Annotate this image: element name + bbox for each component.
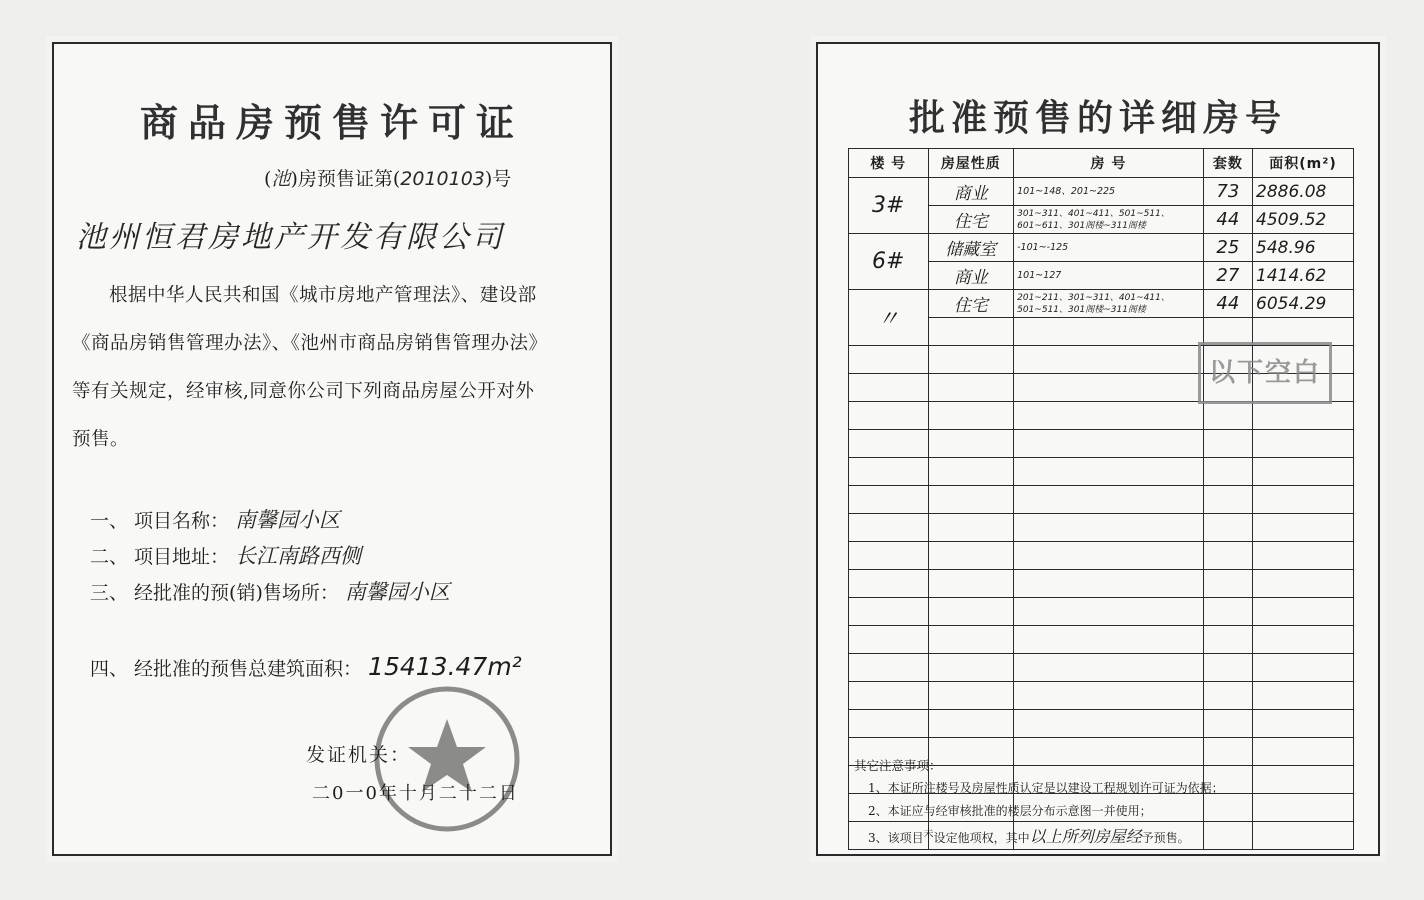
header-building: 楼 号 xyxy=(849,149,929,178)
notes-section xyxy=(854,754,1224,850)
table-row xyxy=(849,178,1354,206)
empty-row xyxy=(849,682,1354,710)
empty-row xyxy=(849,486,1354,514)
project-address-item: 二、 项目地址： 长江南路西侧 xyxy=(90,544,362,568)
empty-row xyxy=(849,458,1354,486)
type-cell: 商业 xyxy=(928,262,1014,290)
project-items xyxy=(90,502,450,610)
table-row xyxy=(849,234,1354,262)
paragraph-line: 《商品房销售管理办法》、《池州市商品房销售管理办法》 xyxy=(72,333,548,354)
room-detail-table xyxy=(848,148,1354,850)
table-header-row xyxy=(849,149,1354,178)
issuing-authority-label: 发证机关： xyxy=(306,744,412,766)
empty-row xyxy=(849,402,1354,430)
building-cell: 6# xyxy=(849,234,929,290)
count-cell: 44 xyxy=(1203,290,1252,318)
empty-row xyxy=(849,598,1354,626)
note-item: 3、该项目$^未$设定他项权，其中以上所列房屋经予预售。 xyxy=(868,827,1190,846)
empty-row xyxy=(849,542,1354,570)
building-cell: 3# xyxy=(849,178,929,234)
area-cell: 548.96 xyxy=(1253,234,1354,262)
empty-row xyxy=(849,430,1354,458)
empty-row xyxy=(849,654,1354,682)
table-row xyxy=(849,290,1354,318)
count-cell: 25 xyxy=(1203,234,1252,262)
count-cell: 44 xyxy=(1203,206,1252,234)
area-cell: 2886.08 xyxy=(1253,178,1354,206)
rooms-cell: 201~211、301~311、401~411、501~511、301阁楼~311阁楼 xyxy=(1014,290,1204,318)
paragraph-line: 预售。 xyxy=(72,429,130,450)
total-area-item: 四、 经批准的预售总建筑面积： 15413.47m² xyxy=(90,652,522,681)
notes-title: 其它注意事项： xyxy=(854,758,942,773)
paragraph-line: 等有关规定，经审核,同意你公司下列商品房屋公开对外 xyxy=(72,381,535,402)
company-name: 池州恒君房地产开发有限公司 xyxy=(76,220,505,255)
empty-row xyxy=(849,570,1354,598)
empty-row xyxy=(849,710,1354,738)
rooms-cell: 101~127 xyxy=(1014,262,1204,290)
paragraph-line: 根据中华人民共和国《城市房地产管理法》、建设部 xyxy=(109,285,537,306)
type-cell: 商业 xyxy=(928,178,1014,206)
area-cell: 1414.62 xyxy=(1253,262,1354,290)
empty-row xyxy=(849,626,1354,654)
type-cell: 储藏室 xyxy=(928,234,1014,262)
header-count: 套数 xyxy=(1203,149,1252,178)
certificate-number-line: (池)房预售证第(2010103)号 xyxy=(264,168,512,190)
type-cell: 住宅 xyxy=(928,290,1014,318)
note-item: 1、本证所注楼号及房屋性质认定是以建设工程规划许可证为依据； xyxy=(868,781,1224,795)
area-cell: 6054.29 xyxy=(1253,290,1354,318)
certificate-left-page xyxy=(52,42,612,856)
type-cell: 住宅 xyxy=(928,206,1014,234)
count-cell: 27 xyxy=(1203,262,1252,290)
room-detail-title: 批准预售的详细房号 xyxy=(908,98,1287,139)
approval-paragraph xyxy=(72,272,592,464)
area-cell: 4509.52 xyxy=(1253,206,1354,234)
rooms-cell: 301~311、401~411、501~511、601~611、301阁楼~311阁楼 xyxy=(1014,206,1204,234)
cert-number: 2010103 xyxy=(400,168,485,190)
certificate-right-page xyxy=(816,42,1380,856)
note-item: 2、本证应与经审核批准的楼层分布示意图一并使用； xyxy=(868,804,1152,818)
header-type: 房屋性质 xyxy=(928,149,1014,178)
blank-below-stamp: 以下空白 xyxy=(1198,342,1332,404)
empty-row xyxy=(849,514,1354,542)
rooms-cell: -101~-125 xyxy=(1014,234,1204,262)
cert-region: 池 xyxy=(271,168,291,190)
sales-venue-item: 三、 经批准的预(销)售场所： 南馨园小区 xyxy=(90,580,450,604)
certificate-title: 商品房预售许可证 xyxy=(139,101,524,145)
header-rooms: 房 号 xyxy=(1014,149,1204,178)
project-name-item: 一、 项目名称： 南馨园小区 xyxy=(90,508,341,532)
issue-date: 二0一0年十月二十二日 xyxy=(312,783,519,804)
header-area: 面积(m²) xyxy=(1253,149,1354,178)
building-cell: 〃 xyxy=(849,290,929,346)
count-cell: 73 xyxy=(1203,178,1252,206)
rooms-cell: 101~148、201~225 xyxy=(1014,178,1204,206)
